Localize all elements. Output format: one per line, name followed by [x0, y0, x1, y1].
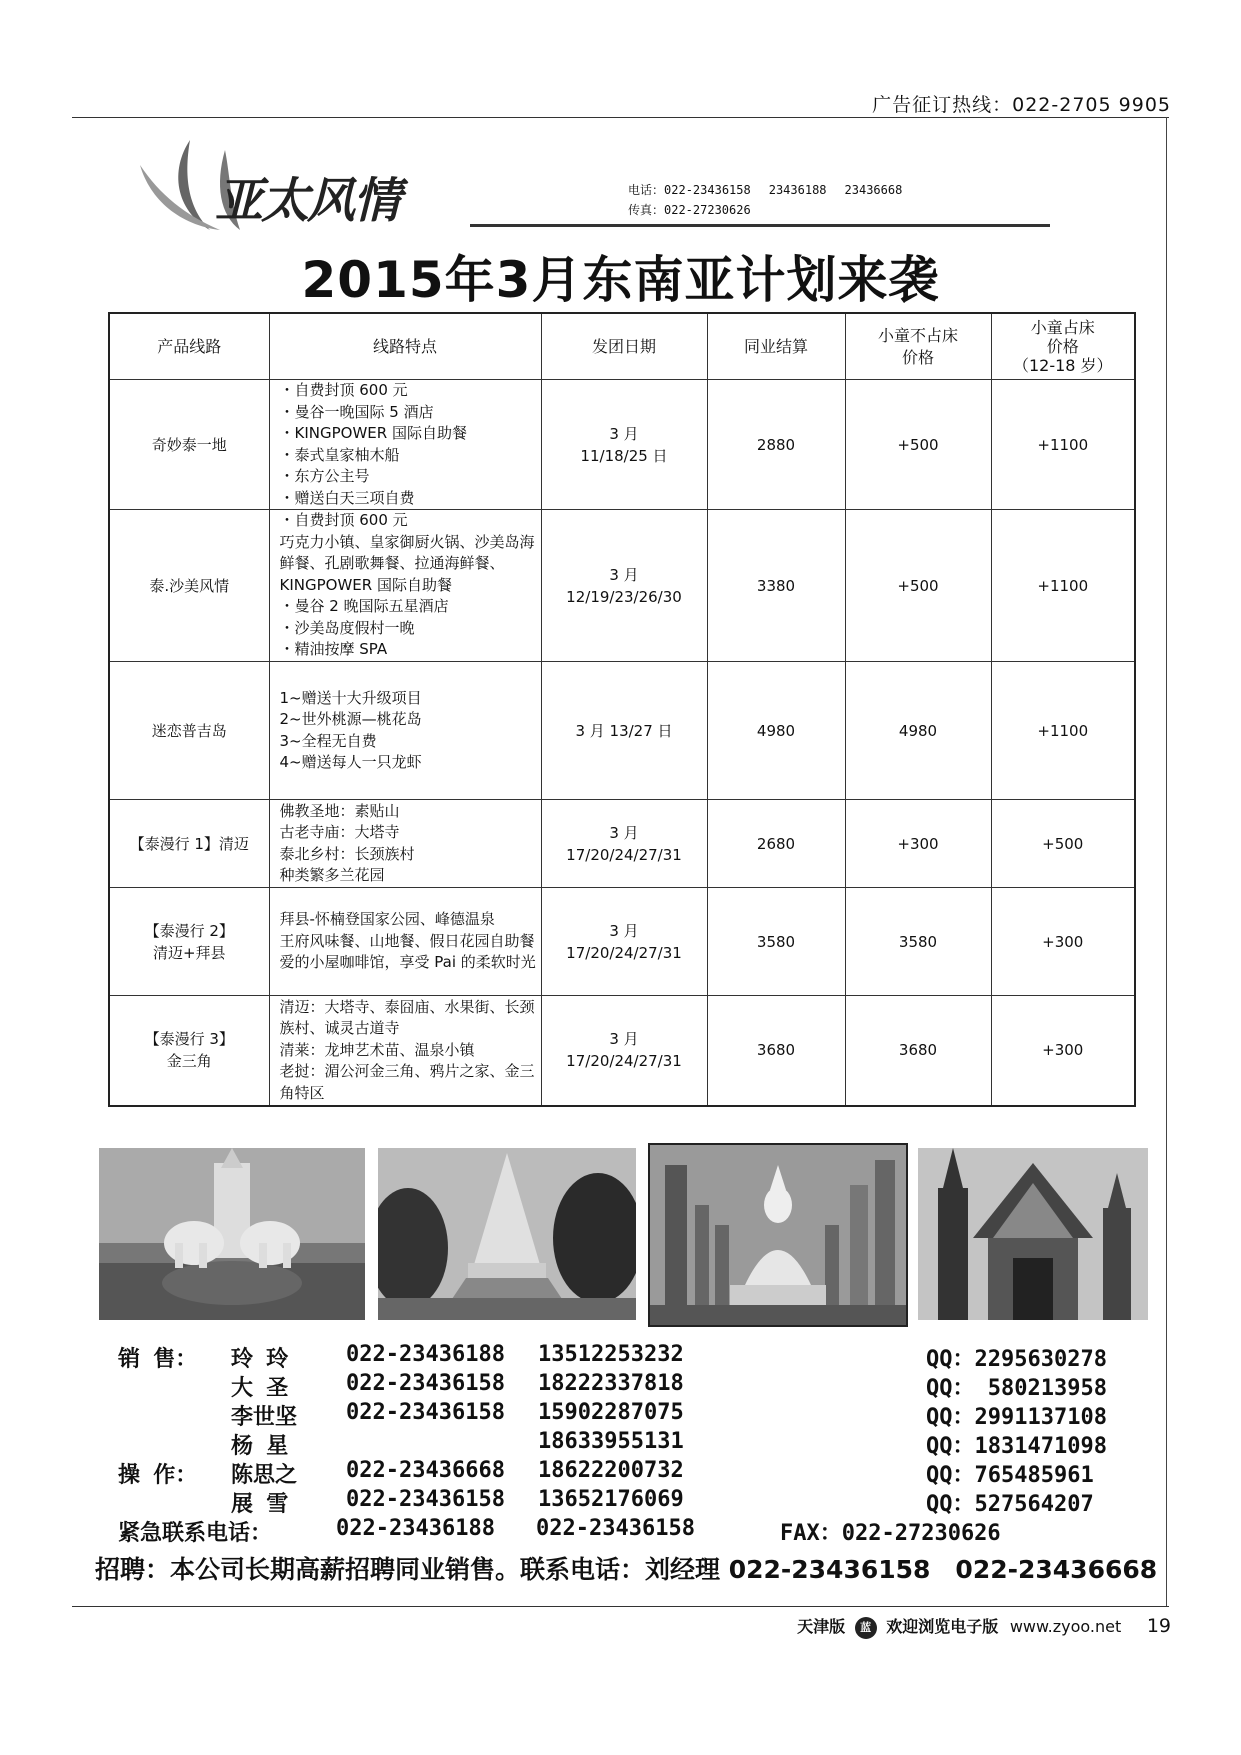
contact-block — [628, 180, 920, 220]
staff-mobile: 18633955131 — [538, 1429, 684, 1454]
elephant-monument-photo — [99, 1148, 365, 1320]
date-cell: 3 月 12/19/23/26/30 — [541, 510, 707, 662]
price-cell: 3680 — [707, 996, 845, 1106]
features-cell: 拜县-怀楠登国家公园、峰德温泉 王府风味餐、山地餐、假日花园自助餐 爱的小屋咖啡馆，享受 Pai 的柔软时光 — [269, 888, 541, 996]
buddha-ruins-photo — [648, 1143, 908, 1327]
product-table — [108, 312, 1136, 1107]
staff-row — [118, 1400, 1158, 1429]
col-header-features: 线路特点 — [269, 313, 541, 380]
staff-row — [118, 1342, 1158, 1371]
bottom-rule — [72, 1606, 1169, 1607]
tel-number: 022-23436158 — [664, 183, 751, 197]
site-link[interactable]: www.zyoo.net — [1009, 1617, 1122, 1636]
child-bed-cell: +300 — [991, 996, 1135, 1106]
child-nobed-cell: +500 — [845, 380, 991, 510]
staff-row — [118, 1429, 1158, 1458]
staff-tel: 022-23436158 — [346, 1487, 505, 1512]
col-header-route: 产品线路 — [109, 313, 269, 380]
staff-tel: 022-23436158 — [346, 1400, 505, 1425]
emergency-fax: FAX：022-27230626 — [780, 1521, 1001, 1546]
price-cell: 4980 — [707, 662, 845, 800]
child-bed-cell: +1100 — [991, 662, 1135, 800]
route-cell: 迷恋普吉岛 — [109, 662, 269, 800]
temple-stupa-photo — [378, 1148, 636, 1320]
emergency-tel: 022-23436158 — [536, 1516, 695, 1541]
col-header-price: 同业结算 — [707, 313, 845, 380]
child-nobed-cell: +300 — [845, 800, 991, 888]
date-cell: 3 月 17/20/24/27/31 — [541, 996, 707, 1106]
badge-icon: 蓝 — [855, 1617, 877, 1639]
staff-mobile: 13512253232 — [538, 1342, 684, 1367]
staff-row — [118, 1458, 1158, 1487]
route-cell: 【泰漫行 3】 金三角 — [109, 996, 269, 1106]
recruit-notice: 招聘：本公司长期高薪招聘同业销售。联系电话：刘经理 022-23436158 022-23436668 — [95, 1555, 1158, 1584]
features-cell: 1~赠送十大升级项目 2~世外桃源—桃花岛 3~全程无自费 4~赠送每人一只龙虾 — [269, 662, 541, 800]
child-bed-cell: +1100 — [991, 380, 1135, 510]
date-cell: 3 月 11/18/25 日 — [541, 380, 707, 510]
col-header-date: 发团日期 — [541, 313, 707, 380]
features-cell: 佛教圣地：素贴山 古老寺庙：大塔寺 泰北乡村：长颈族村 种类繁多兰花园 — [269, 800, 541, 888]
tel-number: 23436668 — [844, 183, 903, 197]
emergency-label: 紧急联系电话： — [118, 1521, 273, 1546]
staff-row — [118, 1487, 1158, 1516]
staff-name: 展 雪 — [231, 1492, 289, 1517]
route-cell: 【泰漫行 1】清迈 — [109, 800, 269, 888]
child-nobed-cell: +500 — [845, 510, 991, 662]
price-cell: 3380 — [707, 510, 845, 662]
table-row — [109, 800, 1135, 888]
staff-qq: QQ：527564207 — [926, 1492, 1094, 1517]
staff-mobile: 13652176069 — [538, 1487, 684, 1512]
edition-label: 天津版 — [797, 1617, 846, 1636]
date-cell: 3 月 17/20/24/27/31 — [541, 888, 707, 996]
staff-tel: 022-23436188 — [346, 1342, 505, 1367]
child-nobed-cell: 4980 — [845, 662, 991, 800]
child-bed-cell: +300 — [991, 888, 1135, 996]
price-cell: 2880 — [707, 380, 845, 510]
fax-line: 传真：022-27230626 — [628, 203, 751, 217]
ops-label: 操 作： — [118, 1463, 198, 1488]
temple-guardians-photo — [918, 1148, 1148, 1320]
child-bed-cell: +500 — [991, 800, 1135, 888]
staff-mobile: 15902287075 — [538, 1400, 684, 1425]
table-row — [109, 380, 1135, 510]
staff-name: 玲 玲 — [231, 1347, 289, 1372]
col-header-child-nobed: 小童不占床 价格 — [845, 313, 991, 380]
footer — [797, 1614, 1171, 1639]
emergency-row — [118, 1516, 1158, 1545]
table-header-row — [109, 313, 1135, 380]
price-cell: 3580 — [707, 888, 845, 996]
features-cell: ・自费封顶 600 元 巧克力小镇、皇家御厨火锅、沙美岛海鲜餐、孔剧歌舞餐、拉通海鲜餐、KINGPOWER 国际自助餐 ・曼谷 2 晚国际五星酒店 ・沙美岛度假村一晚 ・精油按摩 SPA — [269, 510, 541, 662]
emergency-tel: 022-23436188 — [336, 1516, 495, 1541]
date-cell: 3 月 17/20/24/27/31 — [541, 800, 707, 888]
child-bed-cell: +1100 — [991, 510, 1135, 662]
features-cell: ・自费封顶 600 元 ・曼谷一晚国际 5 酒店 ・KINGPOWER 国际自助餐 ・泰式皇家柚木船 ・东方公主号 ・赠送白天三项自费 — [269, 380, 541, 510]
tel-label: 电话： — [628, 183, 665, 197]
welcome-text: 欢迎浏览电子版 — [886, 1617, 999, 1636]
table-row — [109, 510, 1135, 662]
features-cell: 清迈：大塔寺、泰囧庙、水果街、长颈族村、诚灵古道寺 清莱：龙坤艺术苗、温泉小镇 老挝：湄公河金三角、鸦片之家、金三角特区 — [269, 996, 541, 1106]
staff-name: 陈思之 — [231, 1463, 298, 1488]
staff-name: 李世坚 — [231, 1405, 298, 1430]
table-row — [109, 996, 1135, 1106]
staff-row — [118, 1371, 1158, 1400]
price-cell: 2680 — [707, 800, 845, 888]
col-header-child-bed: 小童占床 价格 （12-18 岁） — [991, 313, 1135, 380]
staff-mobile: 18622200732 — [538, 1458, 684, 1483]
staff-tel: 022-23436158 — [346, 1371, 505, 1396]
table-row — [109, 888, 1135, 996]
table-row — [109, 662, 1135, 800]
date-cell: 3 月 13/27 日 — [541, 662, 707, 800]
staff-qq: QQ： 580213958 — [926, 1376, 1107, 1401]
sales-label: 销 售： — [118, 1347, 198, 1372]
route-cell: 奇妙泰一地 — [109, 380, 269, 510]
staff-name: 大 圣 — [231, 1376, 289, 1401]
staff-mobile: 18222337818 — [538, 1371, 684, 1396]
page-title: 2015年3月东南亚计划来袭 — [301, 251, 940, 309]
staff-qq: QQ：1831471098 — [926, 1434, 1107, 1459]
header-rule — [470, 224, 1050, 227]
route-cell: 【泰漫行 2】 清迈+拜县 — [109, 888, 269, 996]
ad-hotline: 广告征订热线：022-2705 9905 — [872, 94, 1171, 116]
tel-number: 23436188 — [768, 183, 827, 197]
logo-text: 亚太风情 — [215, 173, 400, 229]
company-logo — [130, 130, 490, 250]
page-number: 19 — [1146, 1615, 1171, 1637]
route-cell: 泰.沙美风情 — [109, 510, 269, 662]
tel-line — [628, 180, 920, 200]
staff-qq: QQ：765485961 — [926, 1463, 1094, 1488]
child-nobed-cell: 3680 — [845, 996, 991, 1106]
staff-qq: QQ：2991137108 — [926, 1405, 1107, 1430]
child-nobed-cell: 3580 — [845, 888, 991, 996]
staff-qq: QQ：2295630278 — [926, 1347, 1107, 1372]
staff-name: 杨 星 — [231, 1434, 289, 1459]
staff-tel: 022-23436668 — [346, 1458, 505, 1483]
